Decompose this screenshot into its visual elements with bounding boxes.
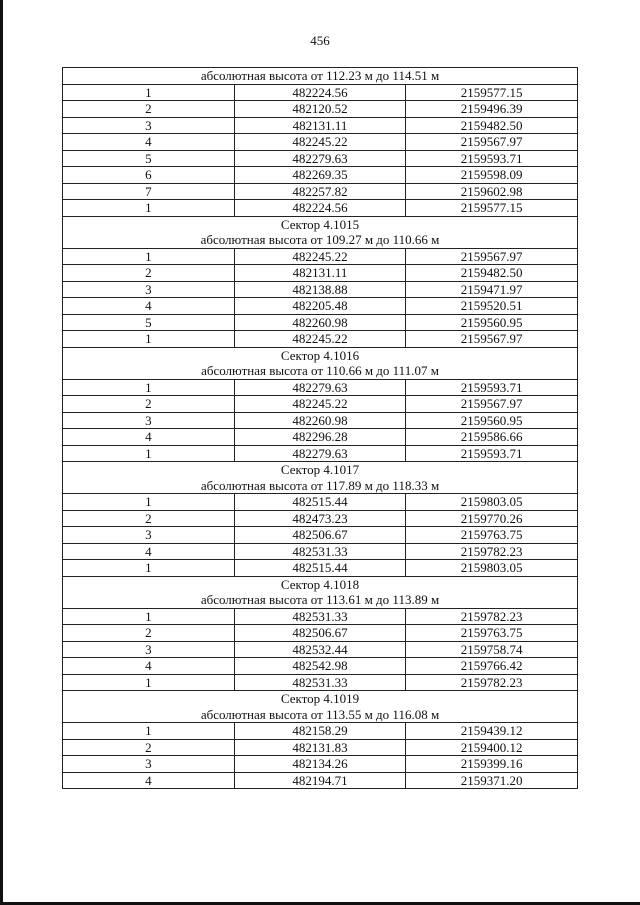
y-coordinate: 2159593.71 bbox=[406, 379, 578, 396]
sector-title: Сектор 4.1015 bbox=[63, 216, 578, 232]
table-row bbox=[63, 527, 578, 544]
y-coordinate: 2159482.50 bbox=[406, 265, 578, 282]
sector-title: Сектор 4.1016 bbox=[63, 347, 578, 363]
x-coordinate: 482245.22 bbox=[234, 331, 406, 348]
altitude-range: абсолютная высота от 113.61 м до 113.89 м bbox=[63, 592, 578, 608]
y-coordinate: 2159567.97 bbox=[406, 134, 578, 151]
point-number: 4 bbox=[63, 429, 235, 446]
coordinates-table bbox=[62, 67, 578, 789]
point-number: 1 bbox=[63, 608, 235, 625]
table-row bbox=[63, 772, 578, 789]
table-row bbox=[63, 200, 578, 217]
point-number: 2 bbox=[63, 265, 235, 282]
x-coordinate: 482279.63 bbox=[234, 150, 406, 167]
table-row bbox=[63, 560, 578, 577]
y-coordinate: 2159400.12 bbox=[406, 739, 578, 756]
y-coordinate: 2159593.71 bbox=[406, 150, 578, 167]
y-coordinate: 2159782.23 bbox=[406, 608, 578, 625]
point-number: 1 bbox=[63, 248, 235, 265]
x-coordinate: 482257.82 bbox=[234, 183, 406, 200]
x-coordinate: 482158.29 bbox=[234, 723, 406, 740]
x-coordinate: 482205.48 bbox=[234, 298, 406, 315]
y-coordinate: 2159586.66 bbox=[406, 429, 578, 446]
point-number: 4 bbox=[63, 298, 235, 315]
x-coordinate: 482531.33 bbox=[234, 674, 406, 691]
x-coordinate: 482532.44 bbox=[234, 641, 406, 658]
table-row bbox=[63, 331, 578, 348]
table-row bbox=[63, 134, 578, 151]
point-number: 1 bbox=[63, 84, 235, 101]
point-number: 6 bbox=[63, 167, 235, 184]
altitude-row bbox=[63, 592, 578, 608]
table-row bbox=[63, 314, 578, 331]
y-coordinate: 2159496.39 bbox=[406, 101, 578, 118]
x-coordinate: 482260.98 bbox=[234, 314, 406, 331]
table-row bbox=[63, 658, 578, 675]
sector-title-row bbox=[63, 691, 578, 707]
point-number: 4 bbox=[63, 772, 235, 789]
y-coordinate: 2159371.20 bbox=[406, 772, 578, 789]
altitude-range: абсолютная высота от 117.89 м до 118.33 м bbox=[63, 478, 578, 494]
altitude-range: абсолютная высота от 113.55 м до 116.08 м bbox=[63, 707, 578, 723]
x-coordinate: 482260.98 bbox=[234, 412, 406, 429]
table-row bbox=[63, 117, 578, 134]
point-number: 2 bbox=[63, 396, 235, 413]
y-coordinate: 2159763.75 bbox=[406, 527, 578, 544]
x-coordinate: 482506.67 bbox=[234, 625, 406, 642]
sector-title: Сектор 4.1017 bbox=[63, 462, 578, 478]
y-coordinate: 2159770.26 bbox=[406, 510, 578, 527]
y-coordinate: 2159567.97 bbox=[406, 248, 578, 265]
table-row bbox=[63, 674, 578, 691]
point-number: 4 bbox=[63, 543, 235, 560]
x-coordinate: 482224.56 bbox=[234, 200, 406, 217]
point-number: 5 bbox=[63, 314, 235, 331]
y-coordinate: 2159803.05 bbox=[406, 494, 578, 511]
y-coordinate: 2159598.09 bbox=[406, 167, 578, 184]
table-row bbox=[63, 543, 578, 560]
x-coordinate: 482120.52 bbox=[234, 101, 406, 118]
coordinates-table-container bbox=[62, 67, 578, 789]
y-coordinate: 2159593.71 bbox=[406, 445, 578, 462]
table-row bbox=[63, 641, 578, 658]
point-number: 7 bbox=[63, 183, 235, 200]
altitude-row bbox=[63, 707, 578, 723]
altitude-range: абсолютная высота от 110.66 м до 111.07 м bbox=[63, 363, 578, 379]
x-coordinate: 482269.35 bbox=[234, 167, 406, 184]
scan-left-edge bbox=[0, 0, 3, 905]
sector-title: Сектор 4.1019 bbox=[63, 691, 578, 707]
table-row bbox=[63, 756, 578, 773]
point-number: 4 bbox=[63, 134, 235, 151]
x-coordinate: 482473.23 bbox=[234, 510, 406, 527]
x-coordinate: 482194.71 bbox=[234, 772, 406, 789]
y-coordinate: 2159560.95 bbox=[406, 412, 578, 429]
y-coordinate: 2159602.98 bbox=[406, 183, 578, 200]
table-row bbox=[63, 396, 578, 413]
point-number: 2 bbox=[63, 625, 235, 642]
y-coordinate: 2159763.75 bbox=[406, 625, 578, 642]
x-coordinate: 482131.11 bbox=[234, 265, 406, 282]
altitude-range: абсолютная высота от 109.27 м до 110.66 м bbox=[63, 232, 578, 248]
altitude-row bbox=[63, 68, 578, 85]
x-coordinate: 482515.44 bbox=[234, 494, 406, 511]
x-coordinate: 482245.22 bbox=[234, 396, 406, 413]
point-number: 1 bbox=[63, 331, 235, 348]
table-row bbox=[63, 412, 578, 429]
point-number: 1 bbox=[63, 560, 235, 577]
x-coordinate: 482245.22 bbox=[234, 134, 406, 151]
y-coordinate: 2159560.95 bbox=[406, 314, 578, 331]
point-number: 2 bbox=[63, 510, 235, 527]
table-row bbox=[63, 298, 578, 315]
y-coordinate: 2159577.15 bbox=[406, 200, 578, 217]
x-coordinate: 482531.33 bbox=[234, 543, 406, 560]
altitude-row bbox=[63, 478, 578, 494]
table-row bbox=[63, 281, 578, 298]
point-number: 3 bbox=[63, 527, 235, 544]
x-coordinate: 482138.88 bbox=[234, 281, 406, 298]
point-number: 1 bbox=[63, 723, 235, 740]
table-row bbox=[63, 101, 578, 118]
table-row bbox=[63, 723, 578, 740]
sector-title-row bbox=[63, 462, 578, 478]
y-coordinate: 2159567.97 bbox=[406, 331, 578, 348]
table-row bbox=[63, 429, 578, 446]
table-row bbox=[63, 150, 578, 167]
x-coordinate: 482542.98 bbox=[234, 658, 406, 675]
point-number: 1 bbox=[63, 379, 235, 396]
point-number: 1 bbox=[63, 674, 235, 691]
y-coordinate: 2159758.74 bbox=[406, 641, 578, 658]
y-coordinate: 2159782.23 bbox=[406, 543, 578, 560]
table-row bbox=[63, 84, 578, 101]
y-coordinate: 2159567.97 bbox=[406, 396, 578, 413]
table-row bbox=[63, 625, 578, 642]
x-coordinate: 482245.22 bbox=[234, 248, 406, 265]
y-coordinate: 2159399.16 bbox=[406, 756, 578, 773]
table-row bbox=[63, 167, 578, 184]
table-row bbox=[63, 265, 578, 282]
y-coordinate: 2159520.51 bbox=[406, 298, 578, 315]
table-row bbox=[63, 183, 578, 200]
x-coordinate: 482279.63 bbox=[234, 379, 406, 396]
x-coordinate: 482131.83 bbox=[234, 739, 406, 756]
sector-title: Сектор 4.1018 bbox=[63, 576, 578, 592]
x-coordinate: 482296.28 bbox=[234, 429, 406, 446]
table-row bbox=[63, 494, 578, 511]
y-coordinate: 2159803.05 bbox=[406, 560, 578, 577]
point-number: 1 bbox=[63, 200, 235, 217]
altitude-row bbox=[63, 363, 578, 379]
x-coordinate: 482131.11 bbox=[234, 117, 406, 134]
x-coordinate: 482531.33 bbox=[234, 608, 406, 625]
point-number: 3 bbox=[63, 281, 235, 298]
y-coordinate: 2159482.50 bbox=[406, 117, 578, 134]
table-row bbox=[63, 510, 578, 527]
table-row bbox=[63, 608, 578, 625]
point-number: 5 bbox=[63, 150, 235, 167]
point-number: 1 bbox=[63, 445, 235, 462]
point-number: 1 bbox=[63, 494, 235, 511]
y-coordinate: 2159577.15 bbox=[406, 84, 578, 101]
point-number: 3 bbox=[63, 756, 235, 773]
y-coordinate: 2159439.12 bbox=[406, 723, 578, 740]
altitude-row bbox=[63, 232, 578, 248]
point-number: 3 bbox=[63, 412, 235, 429]
sector-title-row bbox=[63, 216, 578, 232]
table-row bbox=[63, 248, 578, 265]
sector-title-row bbox=[63, 347, 578, 363]
y-coordinate: 2159471.97 bbox=[406, 281, 578, 298]
coordinates-table-body bbox=[63, 68, 578, 789]
point-number: 2 bbox=[63, 101, 235, 118]
x-coordinate: 482134.26 bbox=[234, 756, 406, 773]
x-coordinate: 482506.67 bbox=[234, 527, 406, 544]
point-number: 3 bbox=[63, 641, 235, 658]
altitude-range: абсолютная высота от 112.23 м до 114.51 м bbox=[63, 68, 578, 85]
y-coordinate: 2159766.42 bbox=[406, 658, 578, 675]
point-number: 3 bbox=[63, 117, 235, 134]
point-number: 2 bbox=[63, 739, 235, 756]
sector-title-row bbox=[63, 576, 578, 592]
y-coordinate: 2159782.23 bbox=[406, 674, 578, 691]
point-number: 4 bbox=[63, 658, 235, 675]
table-row bbox=[63, 445, 578, 462]
x-coordinate: 482515.44 bbox=[234, 560, 406, 577]
x-coordinate: 482279.63 bbox=[234, 445, 406, 462]
x-coordinate: 482224.56 bbox=[234, 84, 406, 101]
table-row bbox=[63, 739, 578, 756]
table-row bbox=[63, 379, 578, 396]
page-number: 456 bbox=[310, 33, 330, 48]
